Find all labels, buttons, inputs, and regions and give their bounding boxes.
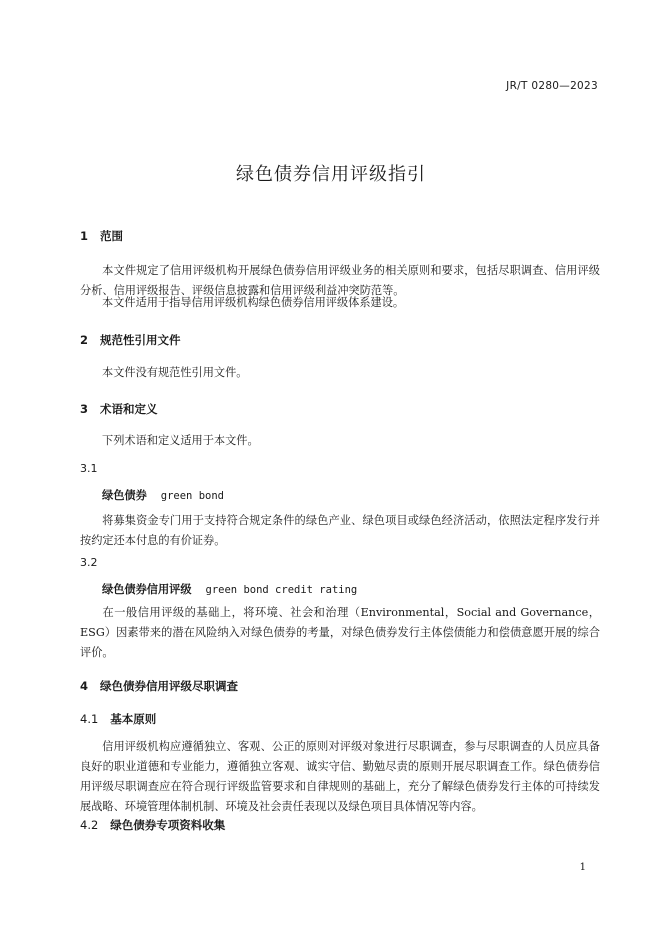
term-en: green bond credit rating — [205, 584, 358, 596]
term-definition — [80, 603, 600, 663]
section-title: 范围 — [100, 229, 124, 243]
section-number: 3 — [80, 402, 89, 416]
term-number: 3.1 — [80, 462, 98, 475]
paragraph-text: 下列术语和定义适用于本文件。 — [102, 434, 259, 447]
paragraph — [80, 293, 600, 313]
section-number: 1 — [80, 229, 89, 243]
paragraph-text: 将募集资金专门用于支持符合规定条件的绿色产业、绿色项目或绿色经济活动，依照法定程序发行并按约定还本付息的有价证券。 — [80, 514, 600, 547]
paragraph-text: 本文件规定了信用评级机构开展绿色债券信用评级业务的相关原则和要求，包括尽职调查、信用评级分析、信用评级报告、评级信息披露和信用评级利益冲突防范等。 — [80, 264, 600, 297]
section-title: 绿色债券专项资料收集 — [110, 818, 226, 832]
term-en: green bond — [160, 490, 224, 502]
paragraph — [80, 737, 600, 817]
document-title: 绿色债券信用评级指引 — [236, 164, 426, 185]
paragraph-text: 本文件适用于指导信用评级机构绿色债券信用评级体系建设。 — [102, 296, 405, 309]
paragraph-text: 本文件没有规范性引用文件。 — [102, 366, 248, 379]
term-entry — [102, 487, 224, 503]
subsection-4-2-heading — [80, 817, 225, 833]
section-number: 4 — [80, 679, 89, 693]
term-definition — [80, 511, 600, 551]
section-1-heading — [80, 228, 123, 244]
section-4-heading — [80, 678, 238, 694]
term-zh: 绿色债券 — [102, 489, 147, 502]
term-number: 3.2 — [80, 556, 98, 569]
section-number: 2 — [80, 333, 89, 347]
subsection-4-1-heading — [80, 711, 156, 727]
paragraph — [80, 431, 600, 451]
term-entry — [102, 581, 357, 597]
section-title: 规范性引用文件 — [100, 333, 181, 347]
term-zh: 绿色债券信用评级 — [102, 583, 192, 596]
section-number: 4.1 — [80, 712, 99, 726]
section-2-heading — [80, 332, 181, 348]
standard-number: JR/T 0280—2023 — [506, 80, 598, 92]
section-title: 术语和定义 — [100, 402, 158, 416]
paragraph — [80, 363, 600, 383]
section-3-heading — [80, 401, 158, 417]
section-number: 4.2 — [80, 818, 99, 832]
paragraph-text: 在一般信用评级的基础上，将环境、社会和治理（Environmental，Social and Governance，ESG）因素带来的潜在风险纳入对绿色债券的考量，对绿色债券发行主体偿债能力和偿债意愿开展的综合评价。 — [80, 606, 600, 659]
paragraph-text: 信用评级机构应遵循独立、客观、公正的原则对评级对象进行尽职调查，参与尽职调查的人员应具备良好的职业道德和专业能力，遵循独立客观、诚实守信、勤勉尽责的原则开展尽职调查工作。绿色债券信用评级尽职调查应在符合现行评级监管要求和自律规则的基础上，充分了解绿色债券发行主体的可持续发展战略、环境管理体制机制、环境及社会责任表现以及绿色项目具体情况等内容。 — [80, 740, 600, 813]
section-title: 基本原则 — [110, 712, 157, 726]
page-number: 1 — [579, 862, 586, 873]
section-title: 绿色债券信用评级尽职调查 — [100, 679, 239, 693]
